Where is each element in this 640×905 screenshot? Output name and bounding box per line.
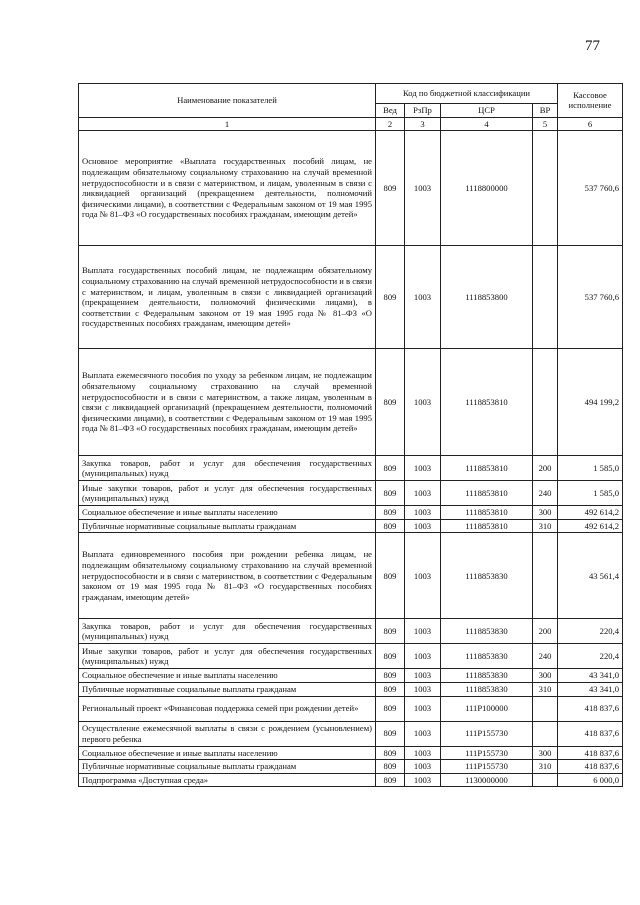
header-rzpr: РзПр xyxy=(405,104,441,118)
header-ved: Вед xyxy=(376,104,405,118)
row-sum: 492 614,2 xyxy=(558,519,623,533)
row-csr: 1118853810 xyxy=(441,481,533,506)
table-row xyxy=(79,481,623,506)
row-vr xyxy=(533,131,558,246)
row-csr: 1118853810 xyxy=(441,519,533,533)
row-sum: 43 341,0 xyxy=(558,682,623,696)
budget-execution-table xyxy=(78,83,623,787)
header-vr: ВР xyxy=(533,104,558,118)
row-ved: 809 xyxy=(376,533,405,619)
row-name: Выплата ежемесячного пособия по уходу за ребенком лицам, не подлежащим обязательному социальному страхованию на случай временной нетрудоспособности и в связи с материнством, а также лицам, уволенным в связи с ликвидацией организаций (прекращением деятельности, полномочий физическими лицами), в соответствии с Федеральным законом от 19 мая 1995 года № 81–ФЗ «О государственных пособиях гражданам, имеющим детей» xyxy=(79,349,376,456)
row-rzpr: 1003 xyxy=(405,506,441,520)
row-vr: 300 xyxy=(533,506,558,520)
row-vr xyxy=(533,773,558,787)
row-ved: 809 xyxy=(376,506,405,520)
row-ved: 809 xyxy=(376,669,405,683)
row-csr: 1118853830 xyxy=(441,619,533,644)
row-name: Закупка товаров, работ и услуг для обеспечения государственных (муниципальных) нужд xyxy=(79,619,376,644)
row-csr: 1118853830 xyxy=(441,682,533,696)
row-csr: 111P155730 xyxy=(441,746,533,760)
row-name: Публичные нормативные социальные выплаты гражданам xyxy=(79,760,376,774)
row-sum: 492 614,2 xyxy=(558,506,623,520)
table-row xyxy=(79,696,623,721)
table-row xyxy=(79,506,623,520)
row-sum: 418 837,6 xyxy=(558,721,623,746)
row-ved: 809 xyxy=(376,349,405,456)
row-sum: 418 837,6 xyxy=(558,746,623,760)
row-rzpr: 1003 xyxy=(405,696,441,721)
row-sum: 1 585,0 xyxy=(558,481,623,506)
row-rzpr: 1003 xyxy=(405,746,441,760)
row-rzpr: 1003 xyxy=(405,644,441,669)
row-sum: 537 760,6 xyxy=(558,131,623,246)
row-rzpr: 1003 xyxy=(405,481,441,506)
row-sum: 494 199,2 xyxy=(558,349,623,456)
row-sum: 537 760,6 xyxy=(558,246,623,349)
table-row xyxy=(79,349,623,456)
row-ved: 809 xyxy=(376,619,405,644)
row-rzpr: 1003 xyxy=(405,760,441,774)
table-row xyxy=(79,760,623,774)
row-vr: 310 xyxy=(533,760,558,774)
row-rzpr: 1003 xyxy=(405,773,441,787)
row-vr xyxy=(533,246,558,349)
header-name: Наименование показателей xyxy=(79,84,376,118)
row-name: Иные закупки товаров, работ и услуг для обеспечения государственных (муниципальных) нужд xyxy=(79,644,376,669)
column-index: 2 xyxy=(376,117,405,131)
column-index: 4 xyxy=(441,117,533,131)
row-ved: 809 xyxy=(376,746,405,760)
column-index: 6 xyxy=(558,117,623,131)
table-row xyxy=(79,773,623,787)
row-ved: 809 xyxy=(376,456,405,481)
row-name: Региональный проект «Финансовая поддержка семей при рождении детей» xyxy=(79,696,376,721)
table-body xyxy=(79,131,623,787)
page-number: 77 xyxy=(585,38,600,54)
table-row xyxy=(79,533,623,619)
row-name: Публичные нормативные социальные выплаты гражданам xyxy=(79,682,376,696)
row-name: Закупка товаров, работ и услуг для обеспечения государственных (муниципальных) нужд xyxy=(79,456,376,481)
row-rzpr: 1003 xyxy=(405,721,441,746)
row-csr: 111P100000 xyxy=(441,696,533,721)
table-row xyxy=(79,721,623,746)
row-ved: 809 xyxy=(376,246,405,349)
header-cash: Кассовое исполнение xyxy=(558,84,623,118)
row-rzpr: 1003 xyxy=(405,131,441,246)
row-name: Осуществление ежемесячной выплаты в связи с рождением (усыновлением) первого ребенка xyxy=(79,721,376,746)
row-name: Выплата государственных пособий лицам, не подлежащим обязательному социальному страхованию на случай временной нетрудоспособности и в связи с материнством, и лицам, уволенным в связи с ликвидацией организаций (прекращением деятельности, полномочий физическими лицами), в соответствии с Федеральным законом от 19 мая 1995 года № 81–ФЗ «О государственных пособиях гражданам, имеющим детей» xyxy=(79,246,376,349)
row-ved: 809 xyxy=(376,773,405,787)
row-csr: 1118853810 xyxy=(441,456,533,481)
row-name: Подпрограмма «Доступная среда» xyxy=(79,773,376,787)
table-row xyxy=(79,619,623,644)
row-rzpr: 1003 xyxy=(405,619,441,644)
row-vr: 300 xyxy=(533,669,558,683)
row-sum: 1 585,0 xyxy=(558,456,623,481)
row-sum: 43 341,0 xyxy=(558,669,623,683)
column-index: 1 xyxy=(79,117,376,131)
row-vr xyxy=(533,696,558,721)
row-csr: 1130000000 xyxy=(441,773,533,787)
column-index: 3 xyxy=(405,117,441,131)
header-code-group: Код по бюджетной классификации xyxy=(376,84,558,104)
row-name: Иные закупки товаров, работ и услуг для обеспечения государственных (муниципальных) нужд xyxy=(79,481,376,506)
row-rzpr: 1003 xyxy=(405,246,441,349)
row-vr: 300 xyxy=(533,746,558,760)
row-vr: 200 xyxy=(533,456,558,481)
row-ved: 809 xyxy=(376,760,405,774)
table-row xyxy=(79,644,623,669)
row-vr: 200 xyxy=(533,619,558,644)
row-csr: 1118853800 xyxy=(441,246,533,349)
table-row xyxy=(79,746,623,760)
table-row xyxy=(79,669,623,683)
row-name: Выплата единовременного пособия при рождении ребенка лицам, не подлежащим обязательному социальному страхованию на случай временной нетрудоспособности и в связи с материнством, в соответствии с Федеральным законом от 19 мая 1995 года № 81–ФЗ «О государственных пособиях гражданам, имеющим детей» xyxy=(79,533,376,619)
row-csr: 1118853830 xyxy=(441,669,533,683)
row-sum: 43 561,4 xyxy=(558,533,623,619)
row-sum: 220,4 xyxy=(558,619,623,644)
row-csr: 1118853810 xyxy=(441,506,533,520)
row-csr: 111P155730 xyxy=(441,760,533,774)
row-csr: 1118853810 xyxy=(441,349,533,456)
row-ved: 809 xyxy=(376,131,405,246)
row-name: Публичные нормативные социальные выплаты гражданам xyxy=(79,519,376,533)
row-vr xyxy=(533,533,558,619)
row-name: Основное мероприятие «Выплата государственных пособий лицам, не подлежащим обязательному социальному страхованию на случай временной нетрудоспособности и в связи с материнством, и лицам, уволенным в связи с ликвидацией организаций (прекращением деятельности, полномочий физическими лицами), в соответствии с Федеральным законом от 19 мая 1995 года № 81–ФЗ «О государственных пособиях гражданам, имеющим детей» xyxy=(79,131,376,246)
row-sum: 6 000,0 xyxy=(558,773,623,787)
row-vr: 310 xyxy=(533,682,558,696)
row-vr: 310 xyxy=(533,519,558,533)
row-ved: 809 xyxy=(376,644,405,669)
row-rzpr: 1003 xyxy=(405,456,441,481)
table-row xyxy=(79,456,623,481)
row-csr: 1118853830 xyxy=(441,644,533,669)
row-vr xyxy=(533,349,558,456)
row-rzpr: 1003 xyxy=(405,519,441,533)
row-name: Социальное обеспечение и иные выплаты населению xyxy=(79,669,376,683)
row-name: Социальное обеспечение и иные выплаты населению xyxy=(79,746,376,760)
row-vr: 240 xyxy=(533,644,558,669)
row-vr: 240 xyxy=(533,481,558,506)
row-sum: 418 837,6 xyxy=(558,696,623,721)
column-index: 5 xyxy=(533,117,558,131)
row-sum: 418 837,6 xyxy=(558,760,623,774)
row-ved: 809 xyxy=(376,696,405,721)
row-ved: 809 xyxy=(376,481,405,506)
table-row xyxy=(79,519,623,533)
row-sum: 220,4 xyxy=(558,644,623,669)
row-ved: 809 xyxy=(376,519,405,533)
row-rzpr: 1003 xyxy=(405,682,441,696)
row-ved: 809 xyxy=(376,682,405,696)
row-csr: 111P155730 xyxy=(441,721,533,746)
row-rzpr: 1003 xyxy=(405,533,441,619)
row-csr: 1118800000 xyxy=(441,131,533,246)
row-ved: 809 xyxy=(376,721,405,746)
row-rzpr: 1003 xyxy=(405,669,441,683)
row-csr: 1118853830 xyxy=(441,533,533,619)
row-vr xyxy=(533,721,558,746)
row-name: Социальное обеспечение и иные выплаты населению xyxy=(79,506,376,520)
table-row xyxy=(79,246,623,349)
row-rzpr: 1003 xyxy=(405,349,441,456)
table-row xyxy=(79,682,623,696)
header-csr: ЦСР xyxy=(441,104,533,118)
table-row xyxy=(79,131,623,246)
